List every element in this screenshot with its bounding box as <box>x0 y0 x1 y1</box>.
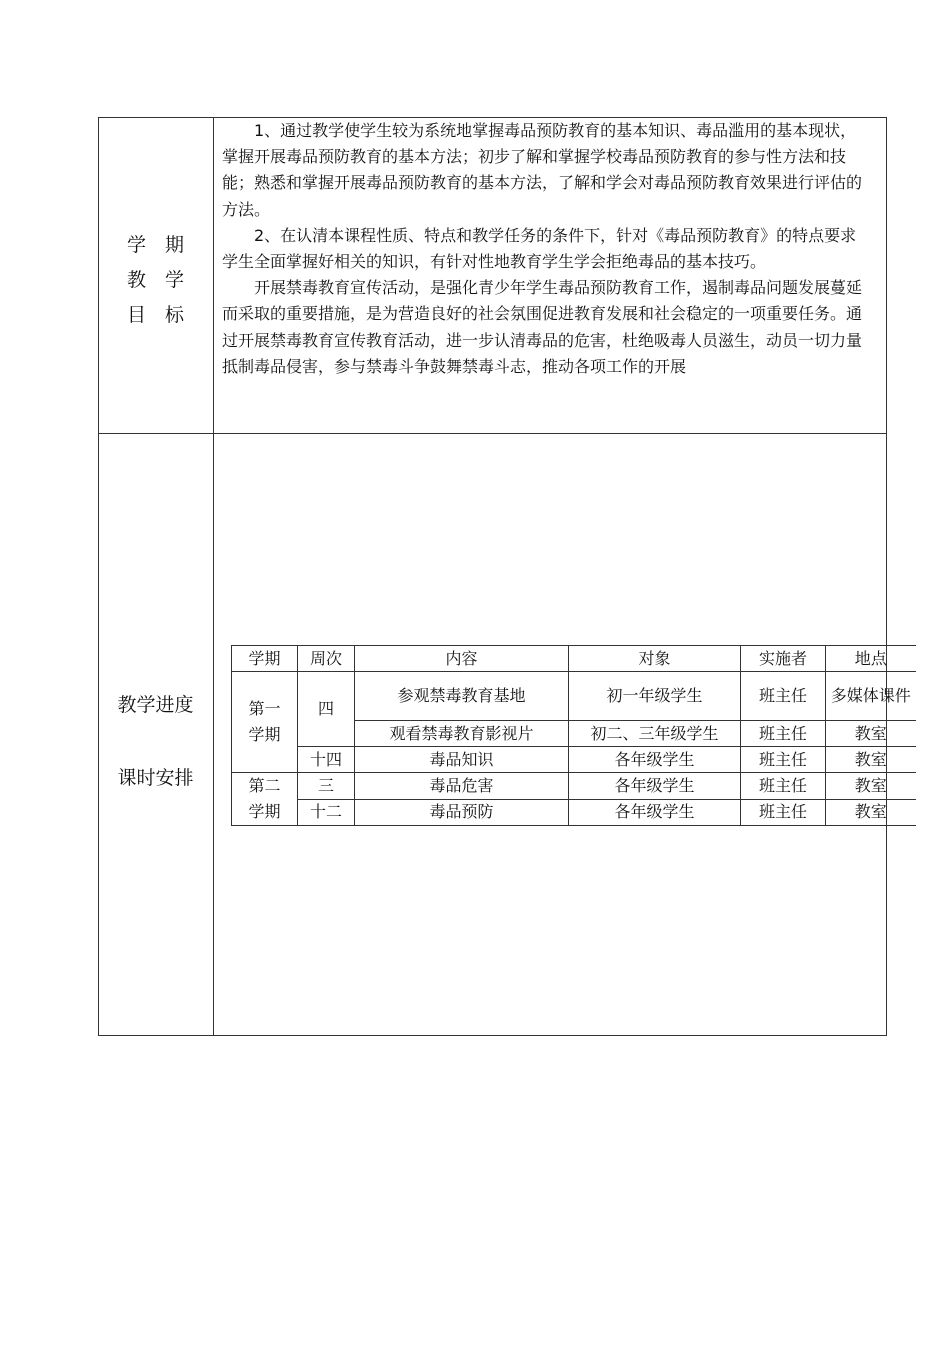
content-cell: 毒品预防 <box>355 799 569 826</box>
executor-cell: 班主任 <box>741 747 826 773</box>
row-divider <box>98 433 887 434</box>
place-cell: 教室 <box>826 721 916 747</box>
executor-cell: 班主任 <box>741 799 826 826</box>
week-cell: 十四 <box>298 747 355 773</box>
header-place: 地点 <box>826 646 916 672</box>
goal-paragraph-3: 开展禁毒教育宣传活动，是强化青少年学生毒品预防教育工作，遏制毒品问题发展蔓延而采取的重要措施，是为营造良好的社会氛围促进教育发展和社会稳定的一项重要任务。通过开展禁毒教育宣传教育活动，进一步认清毒品的危害，杜绝吸毒人员滋生，动员一切力量抵制毒品侵害，参与禁毒斗争鼓舞禁毒斗志，推动各项工作的开展 <box>222 278 863 376</box>
goal-paragraph-1: 1、通过教学使学生较为系统地掌握毒品预防教育的基本知识、毒品滥用的基本现状，掌握开展毒品预防教育的基本方法；初步了解和掌握学校毒品预防教育的参与性方法和技能；熟悉和掌握开展毒品预防教育的基本方法，了解和学会对毒品预防教育效果进行评估的方法。 <box>222 121 863 219</box>
table-row <box>232 799 916 826</box>
content-cell: 参观禁毒教育基地 <box>355 672 569 721</box>
header-term: 学期 <box>232 646 298 672</box>
schedule-table <box>231 645 916 826</box>
progress-label: 教学进度 <box>117 694 194 716</box>
executor-cell: 班主任 <box>741 773 826 800</box>
week-cell: 四 <box>298 672 355 747</box>
target-cell: 各年级学生 <box>569 747 741 773</box>
header-content: 内容 <box>355 646 569 672</box>
table-row <box>232 747 916 773</box>
term-cell: 第二 学期 <box>232 773 298 826</box>
place-cell: 教室 <box>826 799 916 826</box>
content-cell: 毒品危害 <box>355 773 569 800</box>
target-cell: 初二、三年级学生 <box>569 721 741 747</box>
content-cell: 毒品知识 <box>355 747 569 773</box>
goal-paragraph-2: 2、在认清本课程性质、特点和教学任务的条件下，针对《毒品预防教育》的特点要求学生全面掌握好相关的知识，有针对性地教育学生学会拒绝毒品的基本技巧。 <box>222 225 857 272</box>
table-header-row <box>232 646 916 672</box>
term-cell: 第一 学期 <box>232 672 298 773</box>
table-row <box>232 672 916 721</box>
header-week: 周次 <box>298 646 355 672</box>
target-cell: 各年级学生 <box>569 799 741 826</box>
header-executor: 实施者 <box>741 646 826 672</box>
target-cell: 初一年级学生 <box>569 672 741 721</box>
semester-goal-label: 学 期 教 学 目 标 <box>126 234 184 326</box>
table-row <box>232 773 916 800</box>
header-target: 对象 <box>569 646 741 672</box>
schedule-label: 课时安排 <box>117 767 194 789</box>
executor-cell: 班主任 <box>741 721 826 747</box>
place-cell: 教室 <box>826 747 916 773</box>
column-divider <box>213 117 214 1036</box>
executor-cell: 班主任 <box>741 672 826 721</box>
target-cell: 各年级学生 <box>569 773 741 800</box>
place-cell: 多媒体课件 <box>826 672 916 721</box>
place-cell: 教室 <box>826 773 916 800</box>
content-cell: 观看禁毒教育影视片 <box>355 721 569 747</box>
week-cell: 十二 <box>298 799 355 826</box>
week-cell: 三 <box>298 773 355 800</box>
semester-goal-text <box>222 118 862 380</box>
